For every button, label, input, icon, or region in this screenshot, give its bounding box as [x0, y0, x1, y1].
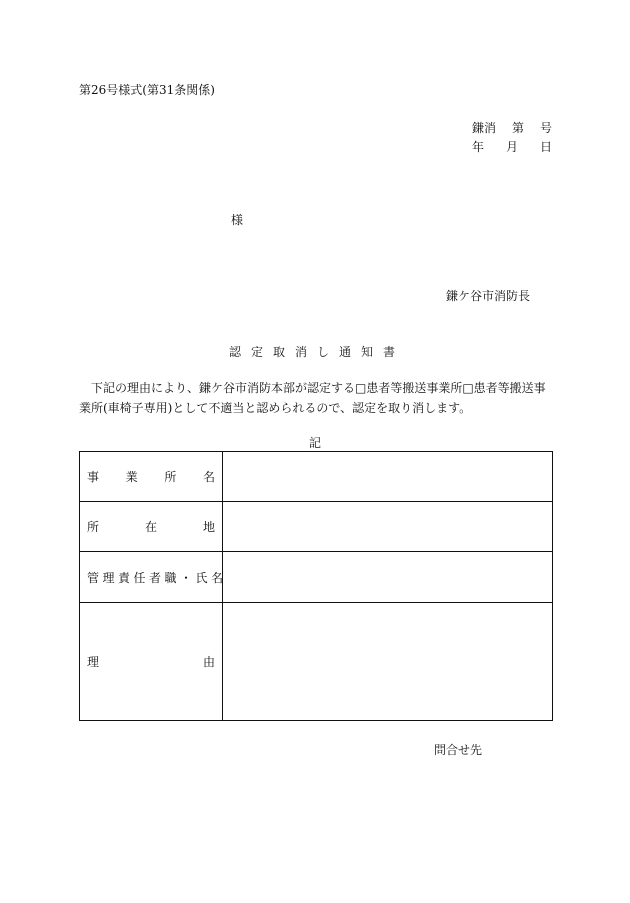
- table-row: [80, 552, 553, 603]
- doc-number-prefix: 鎌消: [472, 121, 497, 135]
- body-paragraph: 下記の理由により、鎌ケ谷市消防本部が認定する□患者等搬送事業所□患者等搬送事業所(車椅子専用)として不適当と認められるので、認定を取り消します。: [79, 381, 546, 415]
- label-location: [80, 502, 223, 552]
- label-char: 名: [202, 470, 215, 484]
- form-number: 第26号様式(第31条関係): [79, 83, 215, 97]
- label-manager-text: 管理責任者職・氏名: [87, 570, 227, 585]
- label-char: 由: [202, 655, 215, 669]
- date-month: 月: [505, 140, 518, 154]
- value-location: [223, 502, 553, 552]
- document-number-line: [472, 119, 552, 136]
- label-char: 業: [125, 470, 138, 484]
- table-row: [80, 502, 553, 552]
- label-char: 在: [144, 520, 157, 534]
- contact-label: 問合せ先: [434, 743, 483, 757]
- value-office-name: [223, 452, 553, 502]
- date-line: [472, 138, 552, 155]
- label-office-name: [80, 452, 223, 502]
- label-manager: [80, 552, 227, 603]
- label-char: 事: [87, 470, 100, 484]
- details-table: [79, 451, 553, 721]
- doc-number-go: 号: [539, 121, 552, 135]
- sender-name: 鎌ケ谷市消防長: [446, 289, 531, 303]
- document-title: 認定取消し通知書: [229, 345, 406, 359]
- recipient-honorific: 様: [231, 213, 244, 227]
- label-reason: [80, 603, 223, 721]
- date-year: 年: [472, 140, 485, 154]
- value-reason: [223, 603, 553, 721]
- ki-heading: 記: [309, 436, 322, 450]
- date-day: 日: [539, 140, 552, 154]
- label-char: 地: [202, 520, 215, 534]
- label-char: 所: [164, 470, 177, 484]
- label-char: 理: [87, 655, 100, 669]
- value-manager: [223, 552, 553, 603]
- table-row: [80, 603, 553, 721]
- table-row: [80, 452, 553, 502]
- label-char: 所: [87, 520, 100, 534]
- doc-number-dai: 第: [511, 121, 524, 135]
